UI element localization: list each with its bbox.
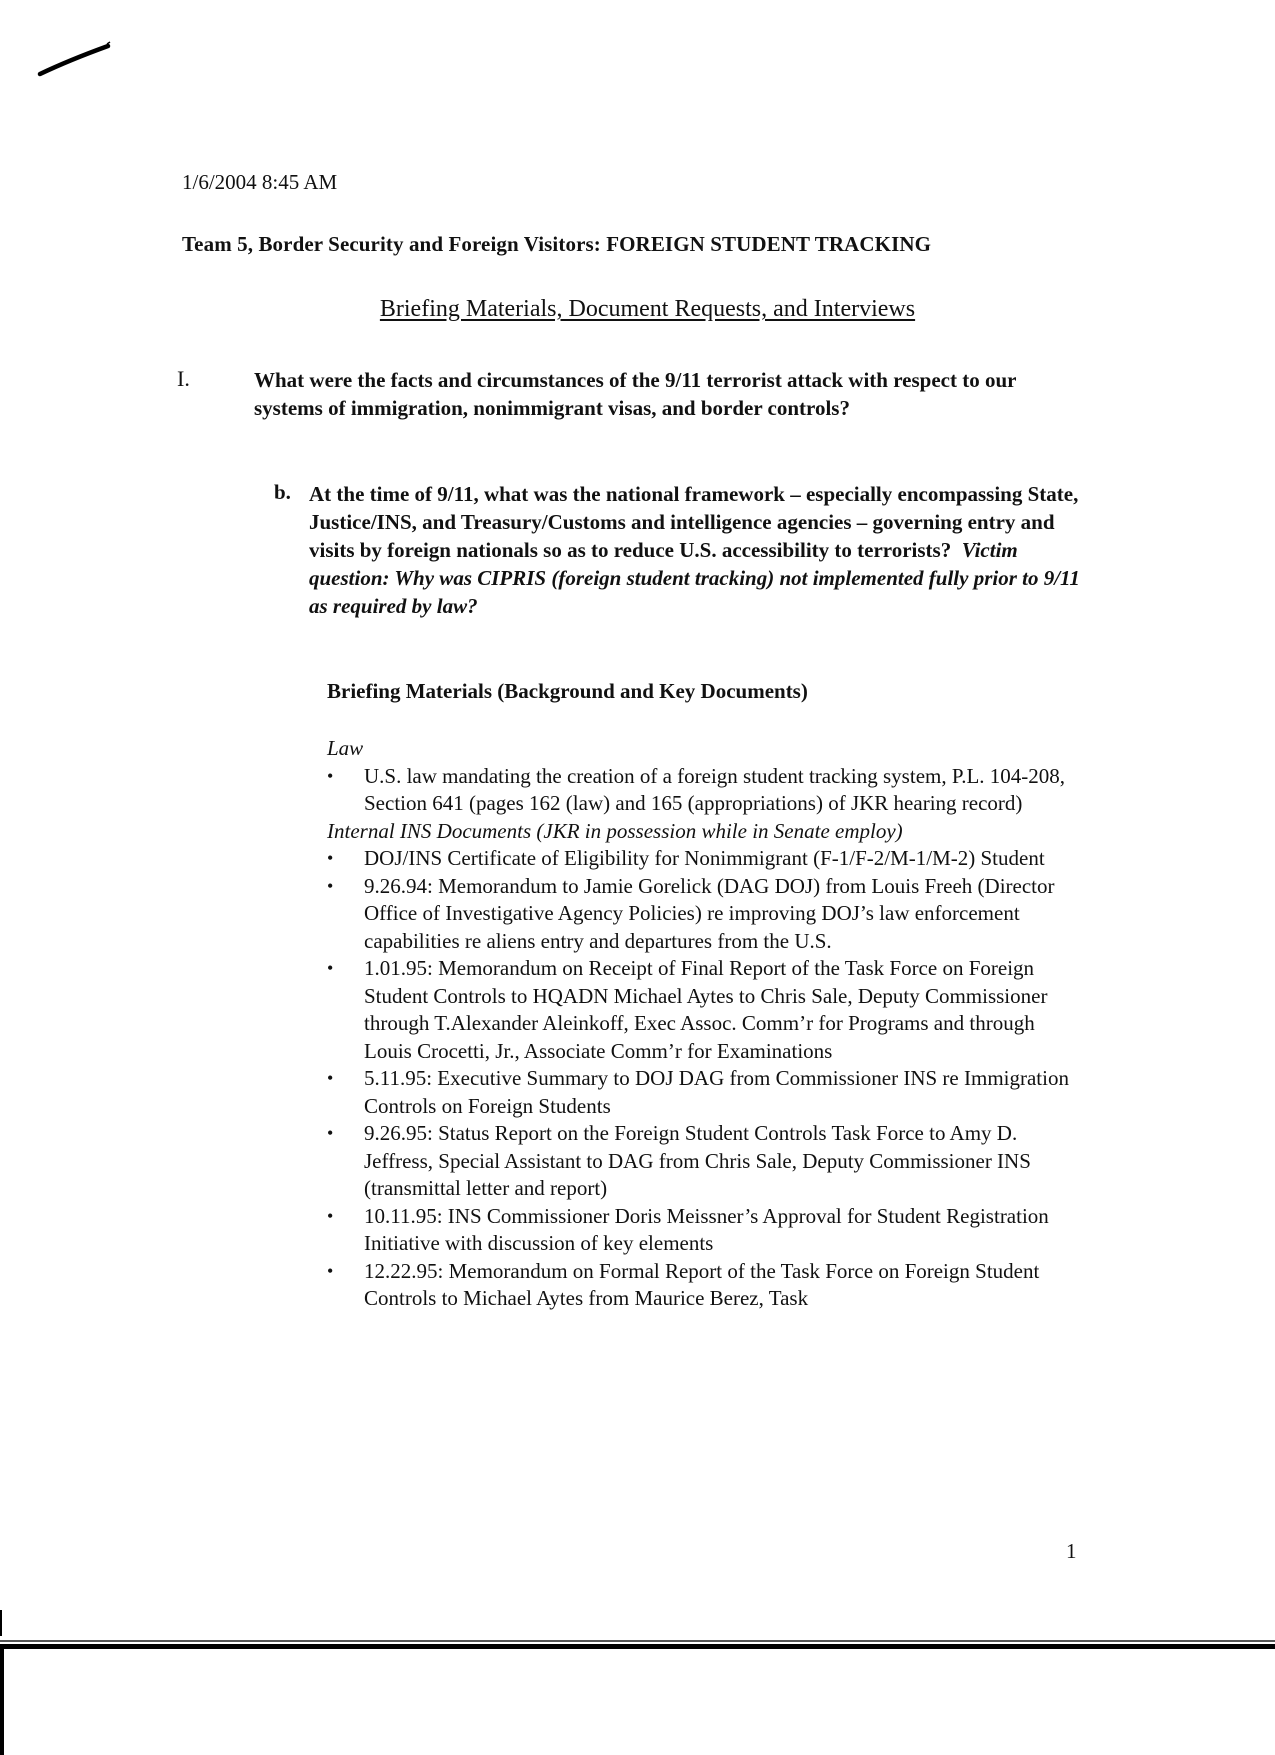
list-item: • DOJ/INS Certificate of Eligibility for Nonimmigrant (F-1/F-2/M-1/M-2) Student: [327, 845, 1087, 873]
list-item: • 9.26.94: Memorandum to Jamie Gorelick (DAG DOJ) from Louis Freeh (Director Office of Investigative Agency Policies) re improving DOJ’s law enforcement capabilities re aliens entry and departures from the U.S.: [327, 873, 1055, 953]
question-number: I.: [177, 366, 190, 391]
list-item: • 9.26.95: Status Report on the Foreign Student Controls Task Force to Amy D. Jeffress, Special Assistant to DAG from Chris Sale, Deputy Commissioner INS (transmittal letter and report): [327, 1121, 1031, 1200]
scan-artifact-bar: [0, 1644, 1275, 1649]
law-list: [327, 763, 1087, 818]
scan-artifact-tick: [0, 1610, 2, 1636]
victim-question: Victim question: Why was CIPRIS (foreign student tracking) not implemented fully prior to 9/11 as required by law?: [309, 538, 1080, 618]
list-item: • 1.01.95: Memorandum on Receipt of Final Report of the Task Force on Foreign Student Controls to HQADN Michael Aytes to Chris Sale, Deputy Commissioner through T.Alexander Aleinkoff, Exec Assoc. Comm’r for Programs and through Louis Crocetti, Jr., Associate Comm’r for Examinations: [327, 956, 1048, 1063]
bullet-icon: •: [327, 1068, 334, 1088]
category-label-law: Law: [327, 736, 364, 760]
list-item: • 10.11.95: INS Commissioner Doris Meissner’s Approval for Student Registration Initiative with discussion of key elements: [327, 1203, 1049, 1255]
bullet-icon: •: [327, 958, 334, 978]
list-item: • U.S. law mandating the creation of a foreign student tracking system, P.L. 104-208, Section 641 (pages 162 (law) and 165 (appropriations) of JKR hearing record): [327, 763, 1066, 815]
bullet-icon: •: [327, 848, 334, 868]
question-text: What were the facts and circumstances of the 9/11 terrorist attack with respect to our systems of immigration, nonimmigrant visas, and border controls?: [254, 368, 1017, 420]
briefing-materials-list: [327, 735, 1087, 1313]
handwritten-pen-mark: [36, 38, 116, 80]
document-timestamp: 1/6/2004 8:45 AM: [182, 170, 338, 194]
scan-artifact-edge: [0, 1644, 4, 1755]
bullet-icon: •: [327, 765, 334, 786]
subquestion-text: [309, 480, 1089, 620]
bullet-icon: •: [327, 1205, 334, 1226]
list-item: • 12.22.95: Memorandum on Formal Report of the Task Force on Foreign Student Controls to Michael Aytes from Maurice Berez, Task: [327, 1258, 1040, 1310]
page-number: 1: [1066, 1539, 1077, 1563]
section-heading: Briefing Materials (Background and Key Documents): [327, 679, 808, 703]
subquestion-letter: b.: [274, 480, 291, 504]
team-title: Team 5, Border Security and Foreign Visitors: FOREIGN STUDENT TRACKING: [182, 232, 932, 256]
subtitle-text: Briefing Materials, Document Requests, and Interviews: [379, 296, 916, 322]
bullet-icon: •: [327, 875, 334, 896]
subquestion-body: At the time of 9/11, what was the national framework – especially encompassing State, Justice/INS, and Treasury/Customs and intelligence agencies – governing entry and visits by foreign nationals so as to reduce U.S. accessibility to terrorists?: [309, 482, 1079, 562]
scan-artifact-line: [0, 1640, 1275, 1642]
list-item: • 5.11.95: Executive Summary to DOJ DAG from Commissioner INS re Immigration Controls on Foreign Students: [327, 1066, 1069, 1118]
category-label-internal-ins: Internal INS Documents (JKR in possession while in Senate employ): [327, 818, 903, 843]
document-subtitle: [0, 296, 1275, 323]
bullet-icon: •: [327, 1260, 334, 1281]
internal-ins-list: [327, 845, 1087, 1313]
bullet-icon: •: [327, 1123, 334, 1143]
